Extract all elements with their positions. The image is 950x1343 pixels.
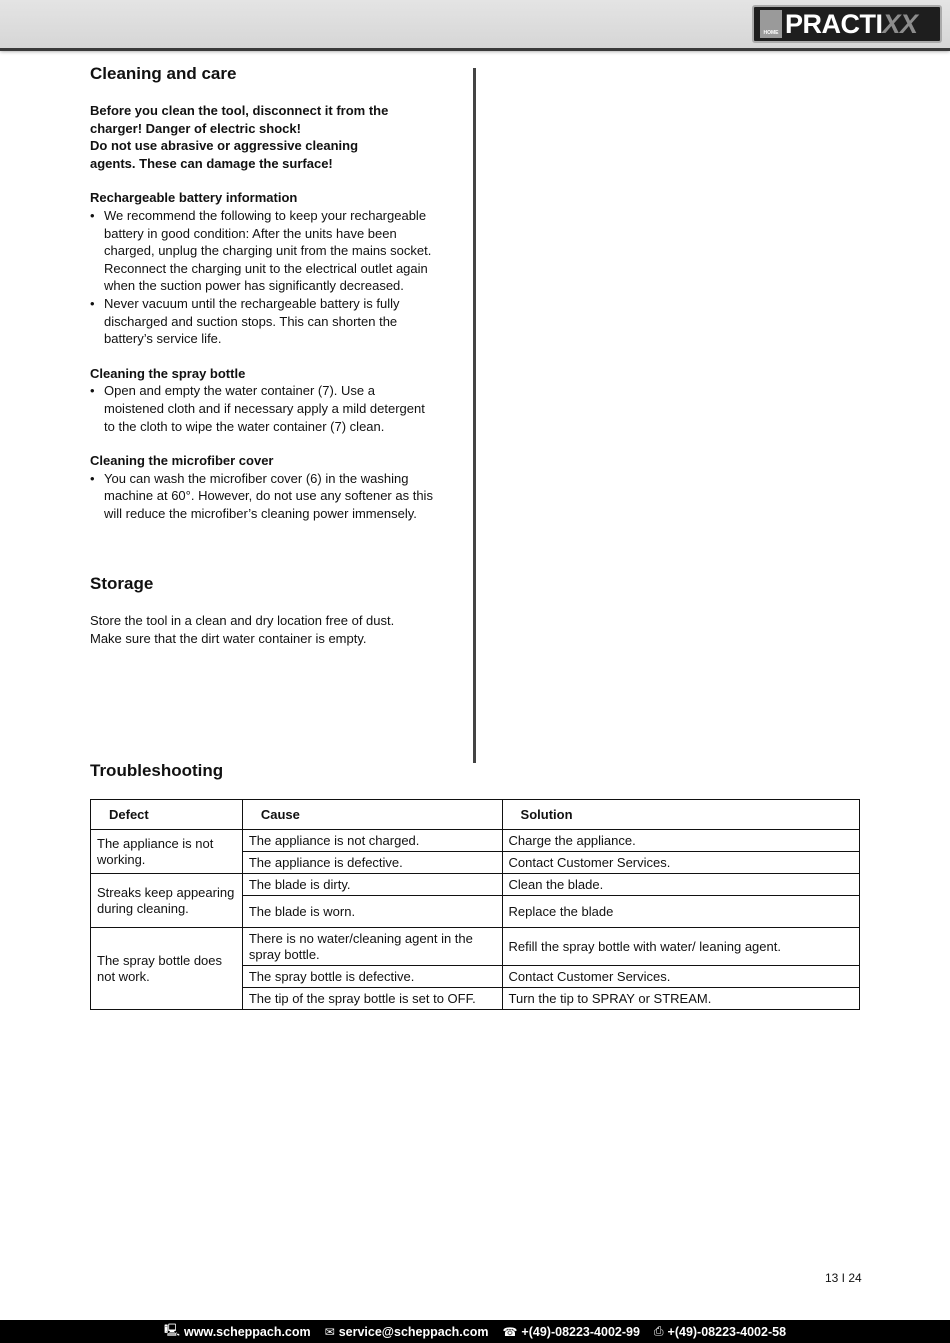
fax-icon: ⎙ (653, 1324, 664, 1338)
telephone-icon: ☎ (502, 1324, 518, 1339)
cause-cell: The blade is dirty. (242, 874, 502, 896)
storage-line: Store the tool in a clean and dry location free of dust. (90, 613, 395, 629)
footer-phone (502, 1325, 639, 1339)
battery-title: Rechargeable battery information (90, 190, 298, 206)
microfiber-title: Cleaning the microfiber cover (90, 453, 274, 469)
solution-cell: Refill the spray bottle with water/ leaning agent. (502, 928, 859, 966)
page-number: 13 I 24 (825, 1271, 862, 1285)
solution-cell: Contact Customer Services. (502, 966, 859, 988)
logo-text-xx: XX (882, 8, 918, 39)
mail-icon: ✉ (324, 1324, 335, 1339)
computer-icon: 🖳 (163, 1323, 180, 1337)
table-row (91, 830, 860, 852)
warning-line: agents. These can damage the surface! (90, 155, 333, 171)
email-text: service@scheppach.com (338, 1324, 489, 1339)
solution-cell: Replace the blade (502, 896, 859, 928)
cause-cell: The tip of the spray bottle is set to OFF. (242, 988, 502, 1010)
column-header-cause: Cause (242, 800, 502, 830)
spray-bottle-list (90, 382, 435, 435)
phone-text: +(49)-08223-4002-99 (521, 1324, 640, 1339)
storage-title: Storage (90, 574, 154, 594)
left-column (90, 62, 435, 648)
troubleshooting-title: Troubleshooting (90, 761, 224, 780)
defect-cell: Streaks keep appearing during cleaning. (91, 874, 243, 928)
cleaning-title: Cleaning and care (90, 64, 237, 83)
table-header-row (91, 800, 860, 830)
list-item: • Open and empty the water container (7). Use a moistened cloth and if necessary apply a mild detergent to the cloth to wipe the water container (7) clean. (90, 382, 435, 435)
spray-bottle-title: Cleaning the spray bottle (90, 365, 246, 381)
solution-cell: Contact Customer Services. (502, 852, 859, 874)
solution-cell: Charge the appliance. (502, 830, 859, 852)
logo-text-main: PRACTI (785, 8, 883, 39)
solution-cell: Clean the blade. (502, 874, 859, 896)
warning-line: charger! Danger of electric shock! (90, 120, 301, 136)
fax-text: +(49)-08223-4002-58 (667, 1324, 787, 1339)
troubleshooting-table (90, 799, 860, 1010)
cause-cell: There is no water/cleaning agent in the spray bottle. (242, 928, 502, 966)
practixx-logo (752, 5, 942, 43)
cause-cell: The appliance is not charged. (242, 830, 502, 852)
list-item: • We recommend the following to keep your rechargeable battery in good condition: After the units have been charged, unplug the charging unit from the mains socket. Reconnect the charging unit to the electrical outlet again when the suction power has significantly decreased. (90, 207, 435, 295)
table-row (91, 928, 860, 966)
cleaning-warning (90, 102, 435, 172)
warning-line: Before you clean the tool, disconnect it from the (90, 103, 389, 118)
logo-home-badge: HOME (760, 10, 782, 38)
solution-cell: Turn the tip to SPRAY or STREAM. (502, 988, 859, 1010)
table-row (91, 874, 860, 896)
cause-cell: The blade is worn. (242, 896, 502, 928)
footer-email[interactable] (325, 1325, 489, 1339)
battery-list (90, 207, 435, 348)
cause-cell: The appliance is defective. (242, 852, 502, 874)
column-divider (473, 68, 476, 763)
logo-wordmark (785, 8, 918, 39)
list-item: • Never vacuum until the rechargeable battery is fully discharged and suction stops. This can shorten the battery’s service life. (90, 295, 435, 348)
footer-bar (0, 1320, 950, 1343)
footer-fax (654, 1324, 786, 1339)
website-text: www.scheppach.com (183, 1324, 311, 1339)
defect-cell: The spray bottle does not work. (91, 928, 243, 1010)
column-header-solution: Solution (502, 800, 859, 830)
microfiber-list (90, 470, 435, 523)
header-divider (0, 48, 950, 51)
cause-cell: The spray bottle is defective. (242, 966, 502, 988)
footer-website[interactable] (164, 1321, 311, 1342)
defect-cell: The appliance is not working. (91, 830, 243, 874)
storage-line: Make sure that the dirt water container is empty. (90, 631, 367, 647)
list-item: • You can wash the microfiber cover (6) in the washing machine at 60°. However, do not use any softener as this will reduce the microfiber’s cleaning power immensely. (90, 470, 435, 523)
warning-line: Do not use abrasive or aggressive cleaning (90, 138, 359, 154)
column-header-defect: Defect (91, 800, 243, 830)
header-bar (0, 0, 950, 48)
